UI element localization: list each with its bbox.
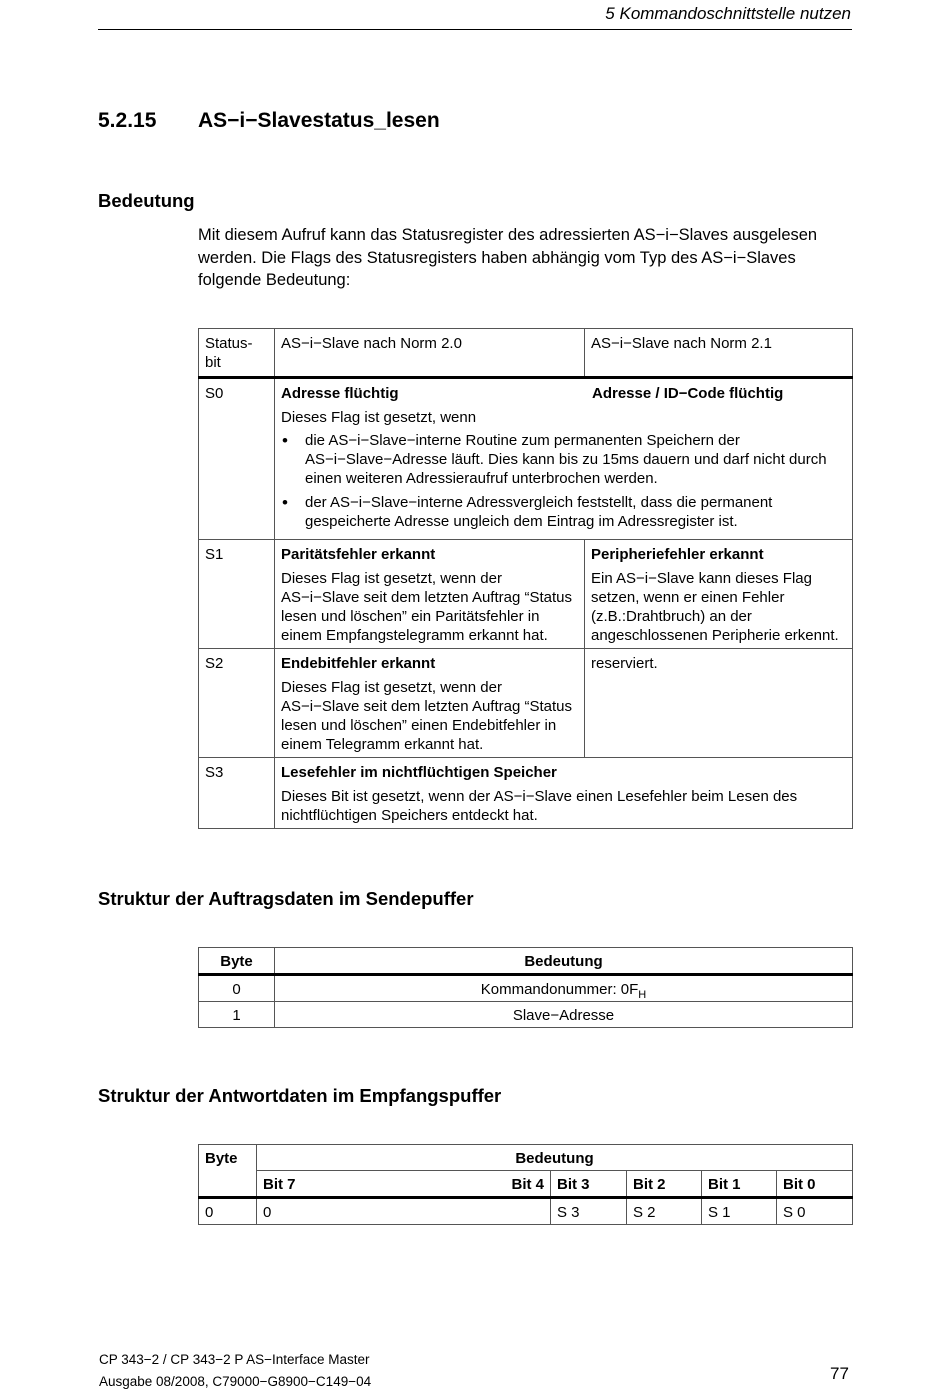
table-row-s1 bbox=[199, 540, 853, 649]
header-byte: Byte bbox=[199, 948, 275, 975]
header-bedeutung: Bedeutung bbox=[257, 1145, 853, 1171]
s0-title-norm20: Adresse flüchtig bbox=[281, 385, 399, 402]
cell-s0: S 0 bbox=[777, 1198, 853, 1225]
s1-title-norm20: Paritätsfehler erkannt bbox=[281, 546, 436, 563]
table-row bbox=[199, 975, 853, 1002]
meaning-text: Kommandonummer: 0F bbox=[480, 980, 639, 998]
s1-title-norm21: Peripheriefehler erkannt bbox=[591, 546, 764, 563]
header-bit0: Bit 0 bbox=[777, 1171, 853, 1198]
send-buffer-table bbox=[198, 947, 853, 1028]
heading-empfangspuffer: Struktur der Antwortdaten im Empfangspuffer bbox=[98, 1085, 502, 1106]
header-bit1: Bit 1 bbox=[702, 1171, 777, 1198]
section-title: AS−i−Slavestatus_lesen bbox=[198, 109, 440, 132]
s0-bullet-list bbox=[281, 431, 846, 531]
running-header: 5 Kommandoschnittstelle nutzen bbox=[605, 4, 851, 23]
table-row-s2 bbox=[199, 649, 853, 758]
table-row-s0 bbox=[199, 378, 853, 540]
intro-paragraph: Mit diesem Aufruf kann das Statusregister des adressierten AS−i−Slaves ausgelesen werden. Die Flags des Statusregisters haben abhängig vom Typ des AS−i−Slaves folgende Bedeutung: bbox=[198, 226, 818, 289]
header-bit7: Bit 7 bbox=[263, 1175, 296, 1193]
cell-byte: 0 bbox=[199, 975, 275, 1002]
heading-sendepuffer: Struktur der Auftragsdaten im Sendepuffer bbox=[98, 888, 474, 909]
page-number: 77 bbox=[830, 1364, 849, 1383]
cell-s1: S 1 bbox=[702, 1198, 777, 1225]
bit-header-row bbox=[199, 1171, 853, 1198]
s3-title: Lesefehler im nichtflüchtigen Speicher bbox=[281, 764, 557, 781]
header-bedeutung: Bedeutung bbox=[275, 948, 853, 975]
header-byte: Byte bbox=[199, 1145, 257, 1198]
list-item: • der AS−i−Slave−interne Adressvergleich feststellt, dass die permanent gespeicherte Adresse ungleich dem Eintrag im Adressregister ist. bbox=[305, 493, 846, 531]
cell-bit: S2 bbox=[199, 649, 275, 758]
header-bit4: Bit 4 bbox=[511, 1175, 544, 1193]
cell-s2-norm20 bbox=[275, 649, 585, 758]
s2-title-norm20: Endebitfehler erkannt bbox=[281, 655, 436, 672]
cell-bit: S3 bbox=[199, 758, 275, 829]
header-bit2: Bit 2 bbox=[627, 1171, 702, 1198]
table-row bbox=[199, 1002, 853, 1028]
cell-meaning: Slave−Adresse bbox=[275, 1002, 853, 1028]
table-header-row bbox=[199, 948, 853, 975]
s0-text: Dieses Flag ist gesetzt, wenn bbox=[281, 409, 477, 426]
receive-buffer-table bbox=[198, 1144, 853, 1225]
hex-subscript: H bbox=[638, 988, 647, 1001]
table-header-row bbox=[199, 329, 853, 378]
section-number: 5.2.15 bbox=[98, 109, 157, 132]
cell-s3-description bbox=[275, 758, 853, 829]
cell-bit: S0 bbox=[199, 378, 275, 540]
cell-s0-description bbox=[275, 378, 853, 540]
table-row bbox=[199, 1198, 853, 1225]
cell-s1-norm21 bbox=[585, 540, 853, 649]
header-norm-2-1: AS−i−Slave nach Norm 2.1 bbox=[585, 329, 853, 378]
list-item: • die AS−i−Slave−interne Routine zum permanenten Speichern der AS−i−Slave−Adresse läuft. Dies kann bis zu 15ms dauern und darf nicht durch einen weiteren Adressieraufruf unterbrochen werden. bbox=[305, 431, 846, 488]
table-header-row bbox=[199, 1145, 853, 1171]
cell-bits7-4: 0 bbox=[257, 1198, 551, 1225]
cell-s3: S 3 bbox=[551, 1198, 627, 1225]
s2-text-norm20: Dieses Flag ist gesetzt, wenn der AS−i−Slave seit dem letzten Auftrag “Status lesen und löschen” einen Endebitfehler in einem Telegramm erkannt hat. bbox=[281, 679, 572, 753]
header-status-bit: Status-bit bbox=[199, 329, 275, 378]
header-rule bbox=[98, 29, 852, 30]
footer-product: CP 343−2 / CP 343−2 P AS−Interface Master bbox=[99, 1352, 370, 1367]
status-bit-table bbox=[198, 328, 853, 829]
cell-byte: 0 bbox=[199, 1198, 257, 1225]
header-norm-2-0: AS−i−Slave nach Norm 2.0 bbox=[275, 329, 585, 378]
footer-edition: Ausgabe 08/2008, C79000−G8900−C149−04 bbox=[99, 1374, 372, 1389]
cell-s1-norm20 bbox=[275, 540, 585, 649]
cell-s2: S 2 bbox=[627, 1198, 702, 1225]
s1-text-norm21: Ein AS−i−Slave kann dieses Flag setzen, wenn er einen Fehler (z.B.:Drahtbruch) an der angeschlossenen Peripherie erkennt. bbox=[591, 570, 839, 644]
s0-title-norm21: Adresse / ID−Code flüchtig bbox=[592, 385, 784, 402]
s3-text: Dieses Bit ist gesetzt, wenn der AS−i−Slave einen Lesefehler beim Lesen des nichtflüchtigen Speichers entdeckt hat. bbox=[281, 788, 798, 824]
cell-meaning bbox=[275, 975, 853, 1002]
s1-text-norm20: Dieses Flag ist gesetzt, wenn der AS−i−Slave seit dem letzten Auftrag “Status lesen und löschen” ein Paritätsfehler in einem Empfangstelegramm erkannt hat. bbox=[281, 570, 572, 644]
cell-byte: 1 bbox=[199, 1002, 275, 1028]
header-bit7-bit4 bbox=[257, 1171, 551, 1198]
table-row-s3 bbox=[199, 758, 853, 829]
heading-bedeutung: Bedeutung bbox=[98, 190, 195, 211]
header-bit3: Bit 3 bbox=[551, 1171, 627, 1198]
cell-bit: S1 bbox=[199, 540, 275, 649]
cell-s2-norm21: reserviert. bbox=[585, 649, 853, 758]
